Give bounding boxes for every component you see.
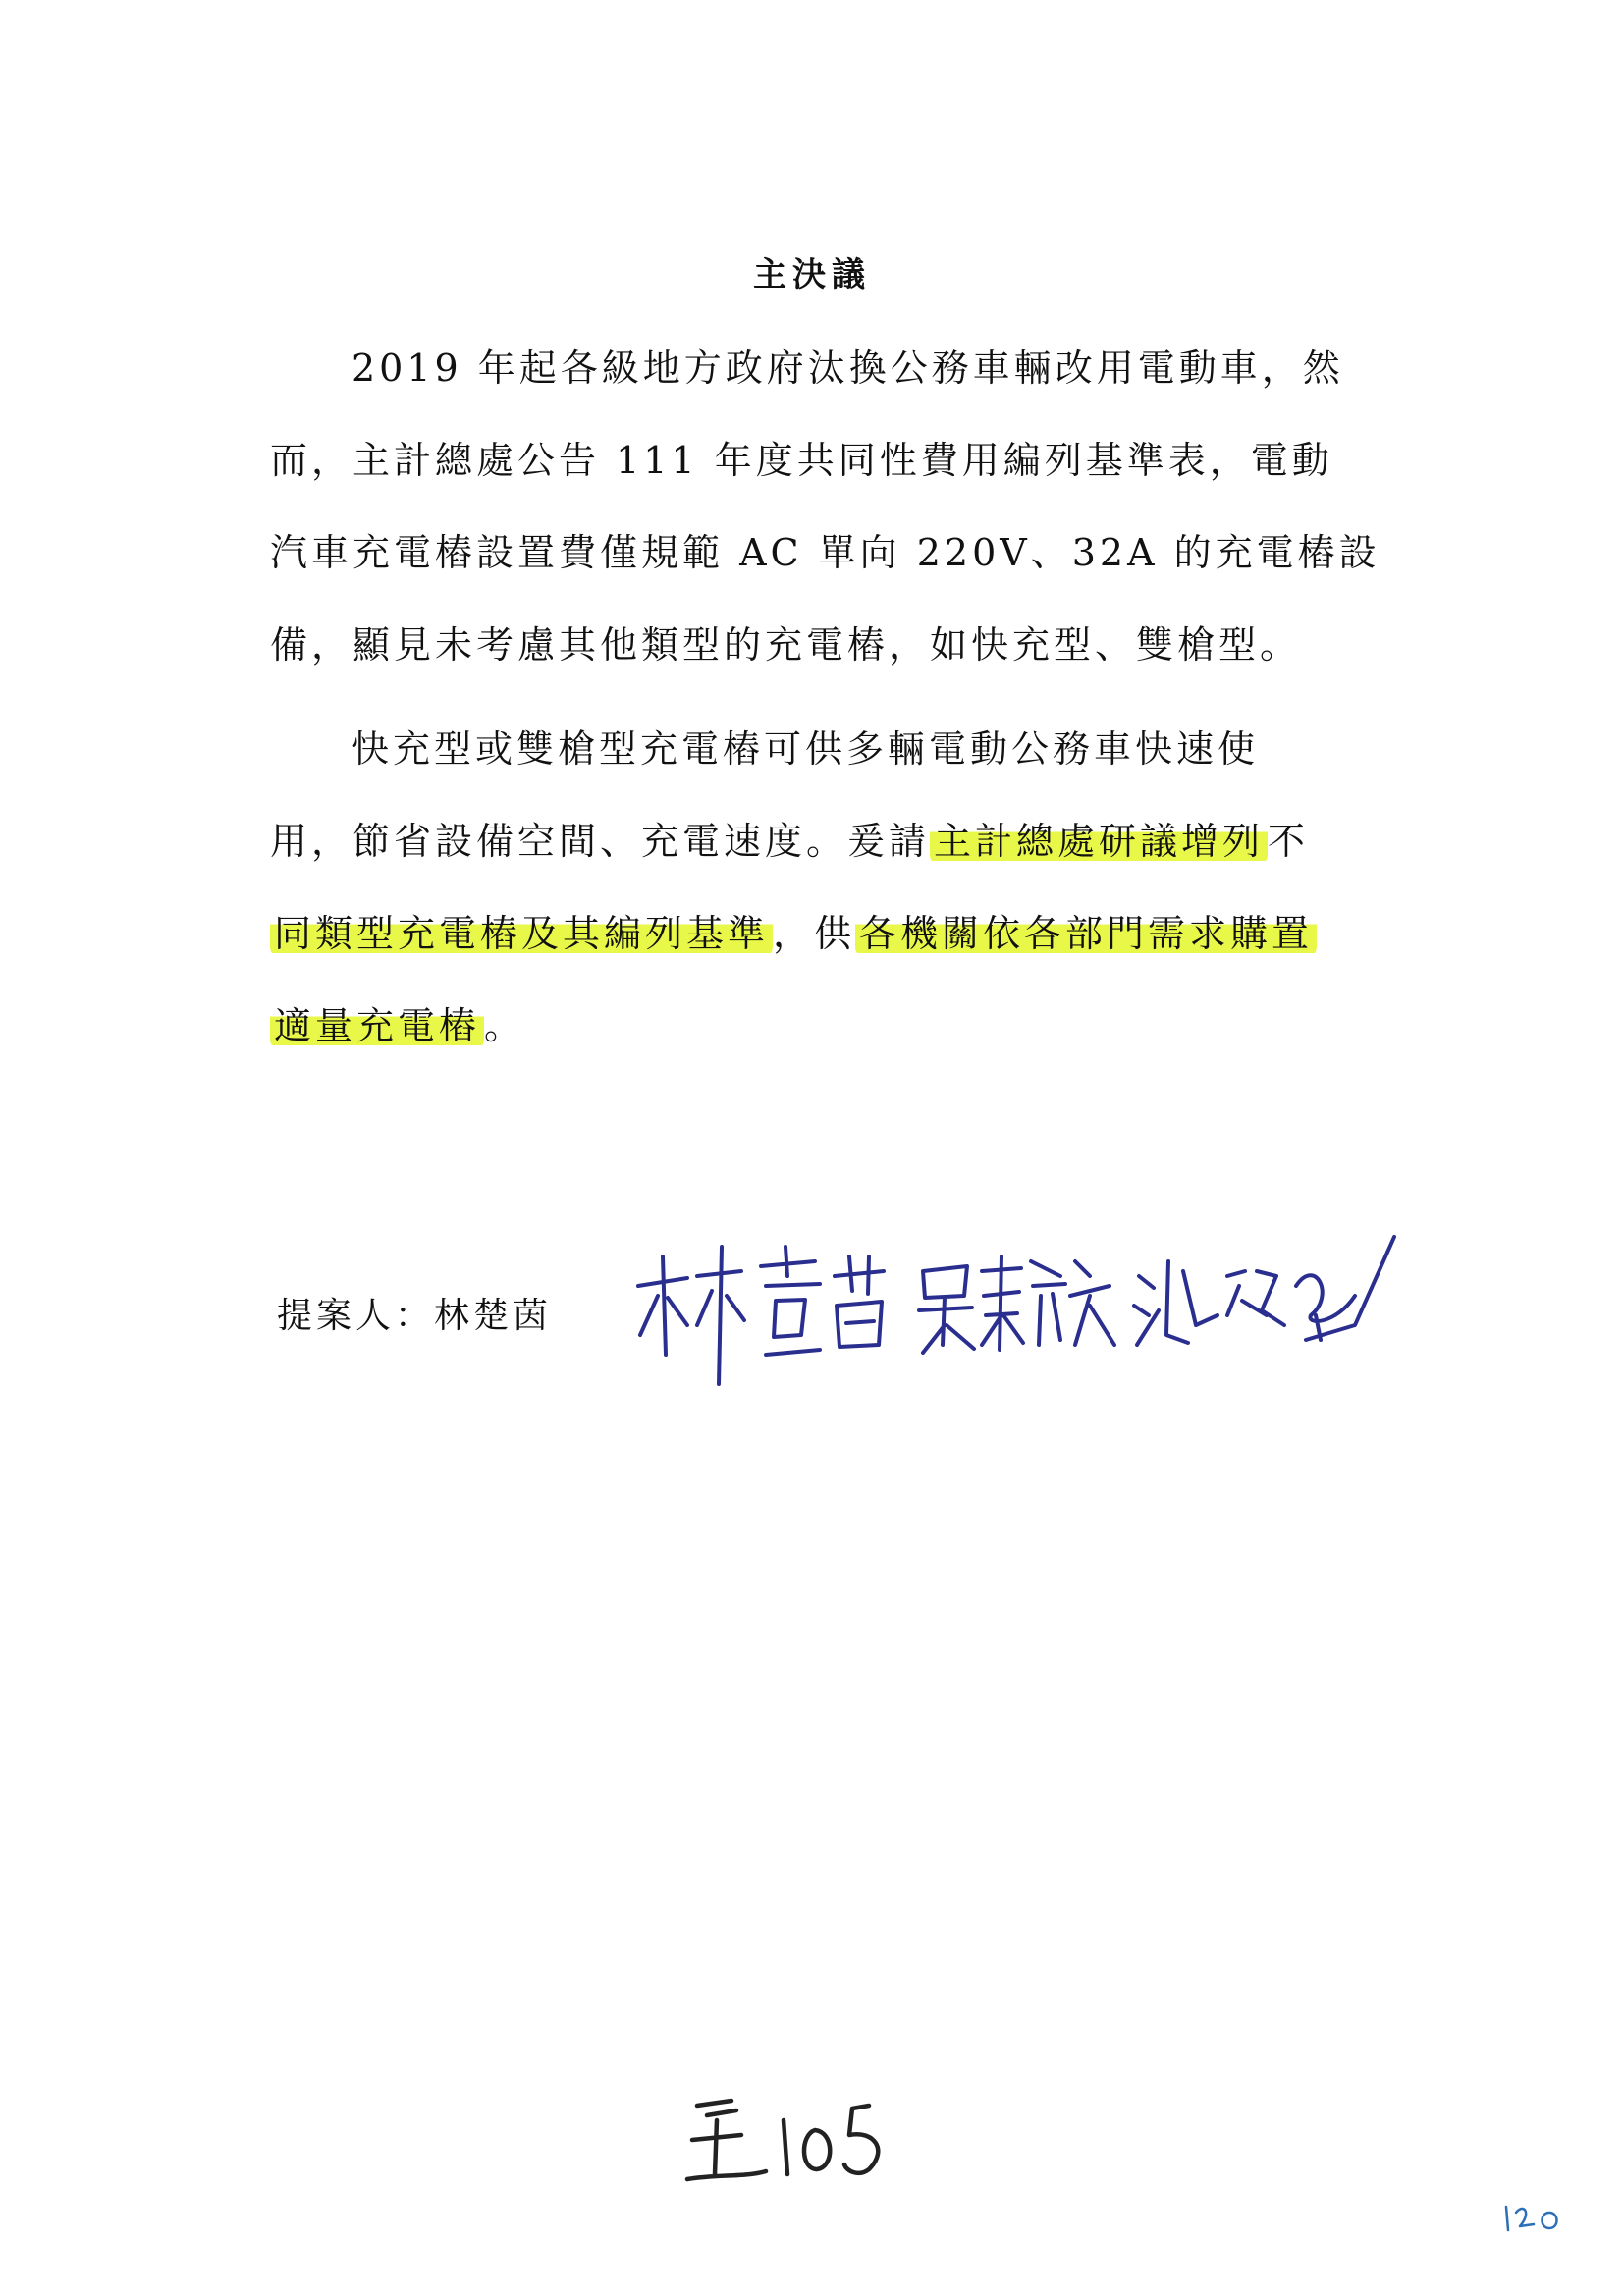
paragraph-2-line-2-text: 用，節省設備空間、充電速度。爰請 — [270, 820, 931, 863]
paragraph-2-line-4-tail: 。 — [484, 1004, 526, 1047]
paragraph-1-line-2: 而，主計總處公告 111 年度共同性費用編列基準表，電動 — [270, 439, 1333, 482]
paragraph-2-line-3 — [270, 909, 1330, 958]
paragraph-2-line-2 — [270, 817, 1330, 866]
handwritten-page-number — [1500, 2199, 1569, 2238]
paragraph-2-line-1: 快充型或雙槍型充電樁可供多輛電動公務車快速使 — [352, 727, 1260, 771]
paragraph-2-line-4 — [270, 1001, 1330, 1050]
highlighted-text: 主計總處研議增列 — [930, 818, 1268, 865]
highlighted-text: 同類型充電樁及其編列基準 — [270, 910, 773, 957]
paragraph-1-line-1: 2019 年起各級地方政府汰換公務車輛改用電動車，然 — [352, 347, 1344, 390]
paragraph-1-line-4: 備，顯見未考慮其他類型的充電樁，如快充型、雙槍型。 — [270, 623, 1302, 667]
handwritten-signatures — [628, 1217, 1404, 1394]
handwritten-code — [677, 2081, 913, 2199]
highlighted-text: 適量充電樁 — [270, 1002, 484, 1049]
proposer-label: 提案人：林楚茵 — [277, 1296, 553, 1336]
paragraph-1-line-3: 汽車充電樁設置費僅規範 AC 單向 220V、32A 的充電樁設 — [270, 531, 1380, 574]
highlighted-text: 各機關依各部門需求購置 — [855, 910, 1317, 957]
page-title: 主決議 — [753, 255, 871, 294]
paragraph-2-line-3-text: ，供 — [773, 912, 856, 955]
paragraph-2-line-2-tail: 不 — [1268, 820, 1310, 863]
